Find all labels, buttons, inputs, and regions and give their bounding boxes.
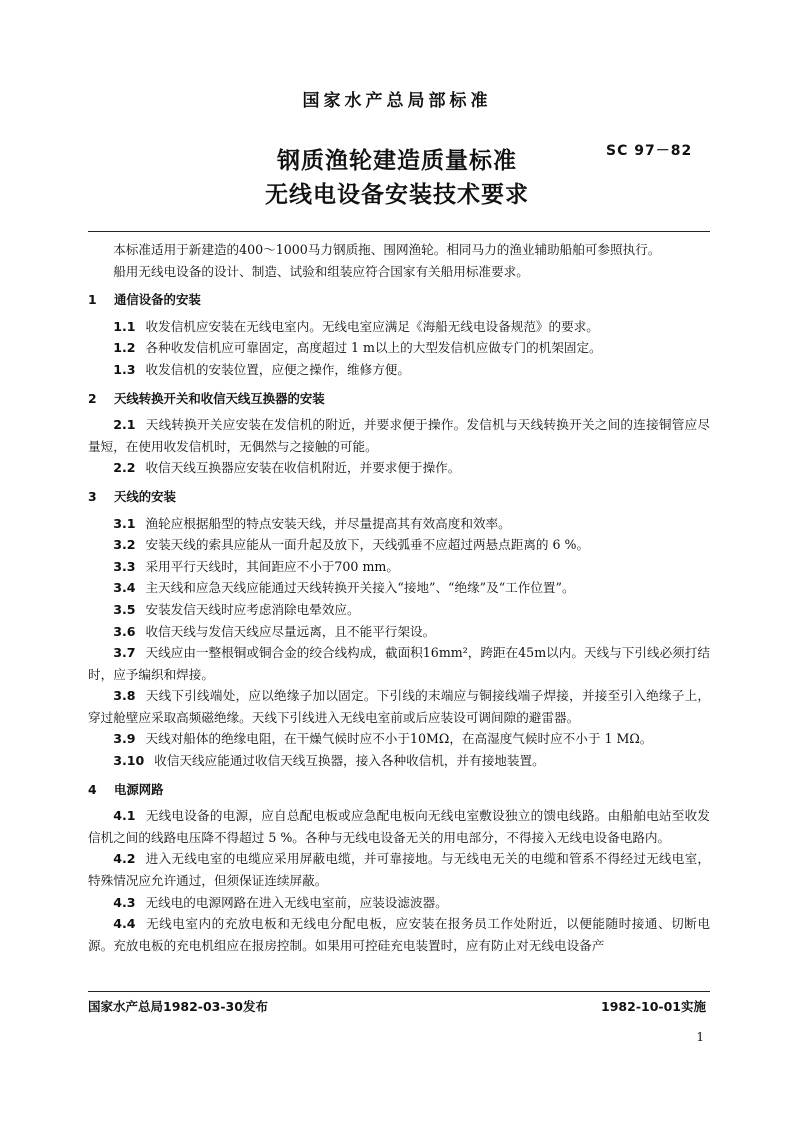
section-title: 通信设备的安装 xyxy=(114,292,201,308)
page-number: 1 xyxy=(696,1030,704,1044)
issuer-heading: 国家水产总局部标准 xyxy=(302,91,492,111)
section-title: 天线转换开关和收信天线互换器的安装 xyxy=(114,390,325,406)
clause xyxy=(88,457,710,479)
clause-number: 3.8 xyxy=(113,688,136,704)
clause-text: 进入无线电室的电缆应采用屏蔽电缆，并可靠接地。与无线电无关的电缆和管系不得经过无线电室，特殊情况应允许通过，但须保证连续屏蔽。 xyxy=(88,851,710,889)
clause xyxy=(88,913,710,956)
clause xyxy=(88,685,710,728)
clause xyxy=(88,577,710,599)
clause xyxy=(88,892,710,914)
clause-number: 3.2 xyxy=(113,537,136,553)
clause-number: 4.2 xyxy=(113,851,136,867)
intro-paragraph: 本标准适用于新建造的400～1000马力钢质拖、围网渔轮。相同马力的渔业辅助船舶可参照执行。 xyxy=(113,242,661,257)
clause-number: 3.7 xyxy=(113,645,136,661)
clause xyxy=(88,316,710,338)
clause-text: 收信天线与发信天线应尽量远离，且不能平行架设。 xyxy=(145,623,436,639)
intro-paragraph: 船用无线电设备的设计、制造、试验和组装应符合国家有关船用标准要求。 xyxy=(113,263,529,279)
header-divider xyxy=(88,231,710,232)
clause xyxy=(88,750,710,772)
clause-number: 1.1 xyxy=(113,318,136,334)
clause-number: 3.4 xyxy=(113,580,136,596)
clause-text: 采用平行天线时，其间距应不小于700 mm。 xyxy=(145,558,399,574)
clause-number: 1.2 xyxy=(113,340,136,356)
clause-number: 4.3 xyxy=(113,894,136,910)
clause-text: 天线应由一整根铜或铜合金的绞合线构成，截面积16mm²，跨距在45m以内。天线与下引线必须打结时，应予编织和焊接。 xyxy=(88,645,710,682)
section-number: 2 xyxy=(88,390,97,406)
clause xyxy=(88,621,710,643)
clause-number: 3.6 xyxy=(113,623,136,639)
section-number: 4 xyxy=(88,781,97,797)
clause xyxy=(88,599,710,621)
clause-number: 1.3 xyxy=(113,361,136,377)
section-number: 1 xyxy=(88,292,97,308)
section-heading xyxy=(88,388,710,410)
clause-text: 收发信机应安装在无线电室内。无线电室应满足《海船无线电设备规范》的要求。 xyxy=(145,318,599,334)
document-title-line-1: 钢质渔轮建造质量标准 xyxy=(277,148,517,174)
section-heading xyxy=(88,486,710,508)
effective-date: 1982-10-01实施 xyxy=(601,999,706,1014)
section-number: 3 xyxy=(88,488,97,504)
standard-number: SC 97－82 xyxy=(606,143,693,159)
clause-number: 2.1 xyxy=(113,417,136,433)
clause xyxy=(88,337,710,359)
clause-number: 3.5 xyxy=(113,601,136,617)
section-heading xyxy=(88,289,710,311)
clause-number: 3.1 xyxy=(113,515,136,531)
footer-divider xyxy=(88,991,710,992)
clause-text: 无线电室内的充放电板和无线电分配电板，应安装在报务员工作处附近，以便能随时接通、切断电源。充放电板的充电机组应在报房控制。如果用可控硅充电装置时，应有防止对无线电设备产 xyxy=(88,916,710,953)
clause-number: 3.3 xyxy=(113,558,136,574)
clause xyxy=(88,359,710,381)
clause xyxy=(88,805,710,848)
clause xyxy=(88,414,710,457)
clause-number: 4.1 xyxy=(113,808,136,824)
clause-text: 收信天线应能通过收信天线互换器，接入各种收信机，并有接地装置。 xyxy=(154,753,545,769)
issue-date: 国家水产总局1982-03-30发布 xyxy=(88,999,268,1014)
clause-text: 无线电的电源网路在进入无线电室前，应装设滤波器。 xyxy=(145,894,448,910)
clause-text: 收信天线互换器应安装在收信机附近，并要求便于操作。 xyxy=(145,460,461,476)
clause-number: 3.9 xyxy=(113,731,136,747)
clause xyxy=(88,642,710,685)
clause-number: 3.10 xyxy=(113,753,145,769)
clause-text: 安装发信天线时应考虑消除电晕效应。 xyxy=(145,601,360,617)
clause-text: 天线下引线端处，应以绝缘子加以固定。下引线的末端应与铜接线端子焊接，并接至引入绝缘子上，穿过舱壁应采取高频磁绝缘。天线下引线进入无线电室前或后应装设可调间隙的避雷器。 xyxy=(88,688,710,725)
clause xyxy=(88,534,710,556)
clause xyxy=(88,556,710,578)
clause-number: 2.2 xyxy=(113,460,136,476)
document-body xyxy=(88,239,710,956)
clause xyxy=(88,728,710,750)
clause-text: 天线转换开关应安装在发信机的附近，并要求便于操作。发信机与天线转换开关之间的连接铜管应尽量短，在使用收发信机时，无偶然与之接触的可能。 xyxy=(88,417,710,454)
clause-number: 4.4 xyxy=(113,916,136,932)
clause-text: 无线电设备的电源，应自总配电板或应急配电板向无线电室敷设独立的馈电线路。由船舶电站至收发信机之间的线路电压降不得超过 5 %。各种与无线电设备无关的用电部分，不得接入无线电设备电路内。 xyxy=(88,808,710,845)
clause-text: 天线对船体的绝缘电阻，在干燥气候时应不小于10MΩ，在高湿度气候时应不小于 1 MΩ。 xyxy=(145,731,653,747)
document-title-line-2: 无线电设备安装技术要求 xyxy=(265,182,529,208)
clause-text: 渔轮应根据船型的特点安装天线，并尽量提高其有效高度和效率。 xyxy=(145,515,511,531)
clause-text: 安装天线的索具应能从一面升起及放下，天线弧垂不应超过两悬点距离的 6 %。 xyxy=(145,537,590,553)
section-heading xyxy=(88,779,710,801)
clause-text: 主天线和应急天线应能通过天线转换开关接入“接地”、“绝缘”及“工作位置”。 xyxy=(145,580,575,596)
clause-text: 各种收发信机应可靠固定，高度超过 1 m以上的大型发信机应做专门的机架固定。 xyxy=(145,340,602,356)
section-title: 天线的安装 xyxy=(114,488,176,504)
clause-text: 收发信机的安装位置，应便之操作，维修方便。 xyxy=(145,361,410,377)
section-title: 电源网路 xyxy=(114,781,164,797)
clause xyxy=(88,848,710,891)
clause xyxy=(88,513,710,535)
